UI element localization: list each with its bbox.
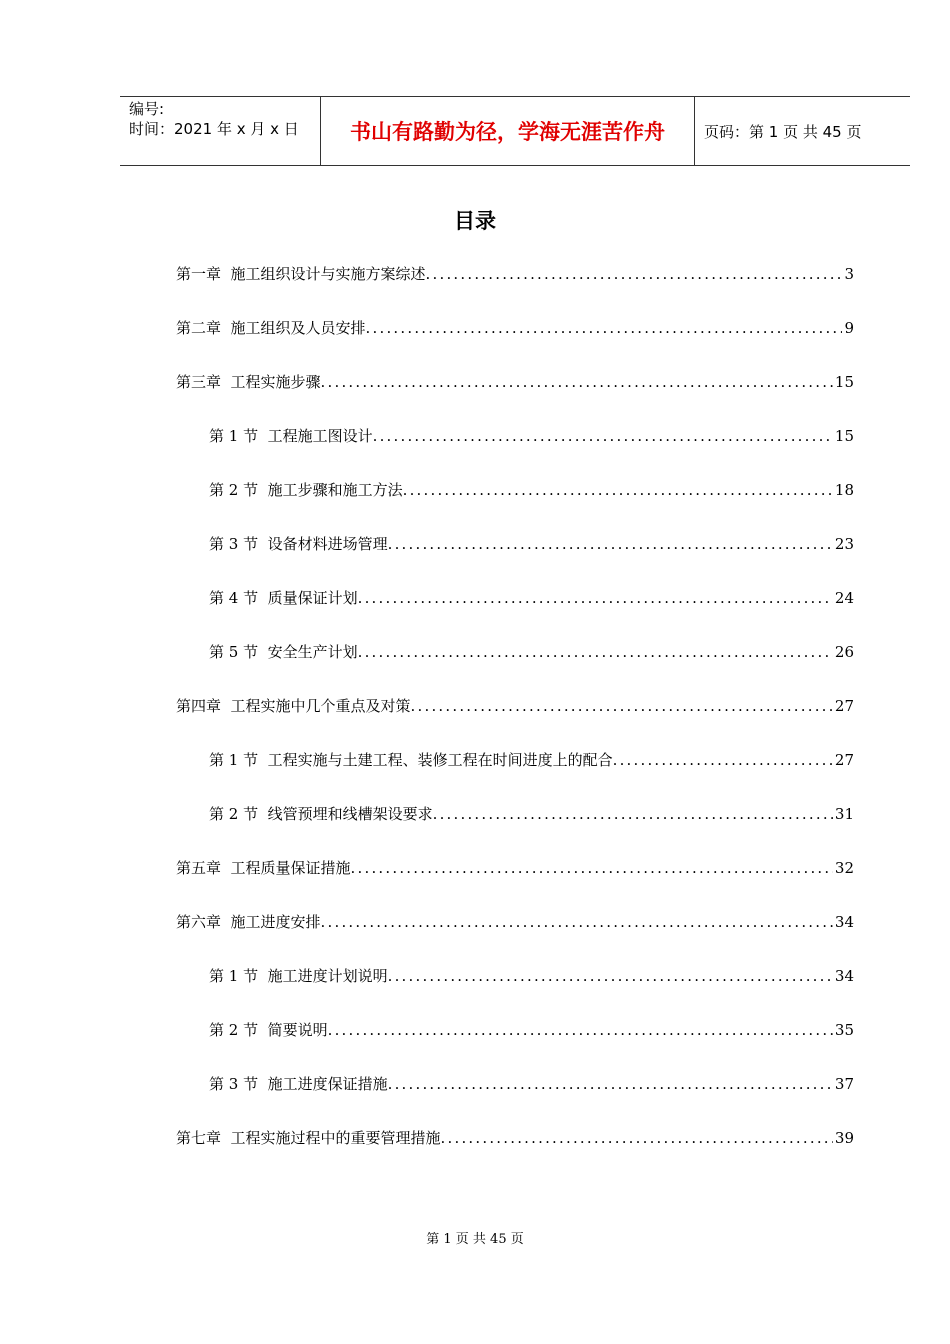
toc-section-entry[interactable] xyxy=(209,478,854,502)
toc-page-number: 18 xyxy=(834,481,854,499)
toc-page-number: 23 xyxy=(834,535,854,553)
toc-page-number: 34 xyxy=(834,913,854,931)
toc-page-number: 24 xyxy=(834,589,854,607)
toc-entry-label: 第五章 工程质量保证措施 xyxy=(176,859,351,877)
toc-entry-label: 第 1 节 工程实施与土建工程、装修工程在时间进度上的配合 xyxy=(209,751,613,769)
toc-entry-label: 第 2 节 施工步骤和施工方法 xyxy=(209,481,403,499)
toc-page-number: 31 xyxy=(834,805,854,823)
document-number-label: 编号: xyxy=(129,100,165,118)
toc-section-entry[interactable] xyxy=(209,640,854,664)
toc-section-entry[interactable] xyxy=(209,802,854,826)
document-time-label: 时间：2021 年 x 月 x 日 xyxy=(129,120,299,138)
toc-page-number: 34 xyxy=(834,967,854,985)
toc-leader-dots xyxy=(351,856,833,880)
header-motto: 书山有路勤为径，学海无涯苦作舟 xyxy=(321,97,695,165)
toc-entry-label: 第 5 节 安全生产计划 xyxy=(209,643,358,661)
toc-section-entry[interactable] xyxy=(209,1072,854,1096)
toc-section-entry[interactable] xyxy=(209,1018,854,1042)
toc-entry-label: 第三章 工程实施步骤 xyxy=(176,373,321,391)
toc-entry-label: 第 3 节 设备材料进场管理 xyxy=(209,535,388,553)
toc-entry-label: 第 2 节 线管预埋和线槽架设要求 xyxy=(209,805,433,823)
toc-chapter-entry[interactable] xyxy=(176,370,854,394)
toc-chapter-entry[interactable] xyxy=(176,1126,854,1150)
toc-entry-label: 第 2 节 简要说明 xyxy=(209,1021,328,1039)
toc-leader-dots xyxy=(321,370,833,394)
toc-page-number: 9 xyxy=(844,319,854,337)
toc-leader-dots xyxy=(388,1072,833,1096)
toc-entry-label: 第四章 工程实施中几个重点及对策 xyxy=(176,697,411,715)
toc-section-entry[interactable] xyxy=(209,586,854,610)
toc-page-number: 15 xyxy=(834,373,854,391)
toc-chapter-entry[interactable] xyxy=(176,910,854,934)
toc-page-number: 3 xyxy=(844,265,854,283)
toc-page-number: 32 xyxy=(834,859,854,877)
toc-entry-label: 第七章 工程实施过程中的重要管理措施 xyxy=(176,1129,441,1147)
toc-entry-label: 第 1 节 工程施工图设计 xyxy=(209,427,373,445)
toc-page-number: 37 xyxy=(834,1075,854,1093)
toc-entry-label: 第一章 施工组织设计与实施方案综述 xyxy=(176,265,426,283)
toc-chapter-entry[interactable] xyxy=(176,316,854,340)
toc-leader-dots xyxy=(373,424,833,448)
toc-leader-dots xyxy=(433,802,833,826)
toc-leader-dots xyxy=(388,532,833,556)
document-header xyxy=(120,96,910,166)
toc-entry-label: 第 4 节 质量保证计划 xyxy=(209,589,358,607)
toc-entry-label: 第二章 施工组织及人员安排 xyxy=(176,319,366,337)
toc-page-number: 27 xyxy=(834,751,854,769)
toc-entry-label: 第 3 节 施工进度保证措施 xyxy=(209,1075,388,1093)
toc-section-entry[interactable] xyxy=(209,424,854,448)
toc-leader-dots xyxy=(358,586,833,610)
toc-section-entry[interactable] xyxy=(209,748,854,772)
toc-chapter-entry[interactable] xyxy=(176,856,854,880)
toc-entry-label: 第 1 节 施工进度计划说明 xyxy=(209,967,388,985)
toc-title: 目录 xyxy=(454,209,496,233)
toc-leader-dots xyxy=(426,262,843,286)
toc-leader-dots xyxy=(358,640,833,664)
toc-page-number: 39 xyxy=(834,1129,854,1147)
toc-section-entry[interactable] xyxy=(209,964,854,988)
toc-leader-dots xyxy=(403,478,833,502)
toc-leader-dots xyxy=(366,316,843,340)
toc-leader-dots xyxy=(411,694,833,718)
page-footer: 第 1 页 共 45 页 xyxy=(426,1232,524,1247)
toc-leader-dots xyxy=(441,1126,833,1150)
toc-leader-dots xyxy=(613,748,833,772)
toc-page-number: 35 xyxy=(834,1021,854,1039)
header-meta-cell xyxy=(120,97,321,165)
toc-leader-dots xyxy=(328,1018,833,1042)
toc-leader-dots xyxy=(321,910,833,934)
toc-section-entry[interactable] xyxy=(209,532,854,556)
toc-page-number: 15 xyxy=(834,427,854,445)
toc-page-number: 27 xyxy=(834,697,854,715)
toc-leader-dots xyxy=(388,964,833,988)
header-page-info: 页码：第 1 页 共 45 页 xyxy=(704,122,862,141)
toc-page-number: 26 xyxy=(834,643,854,661)
toc-chapter-entry[interactable] xyxy=(176,262,854,286)
toc-entry-label: 第六章 施工进度安排 xyxy=(176,913,321,931)
toc-chapter-entry[interactable] xyxy=(176,694,854,718)
